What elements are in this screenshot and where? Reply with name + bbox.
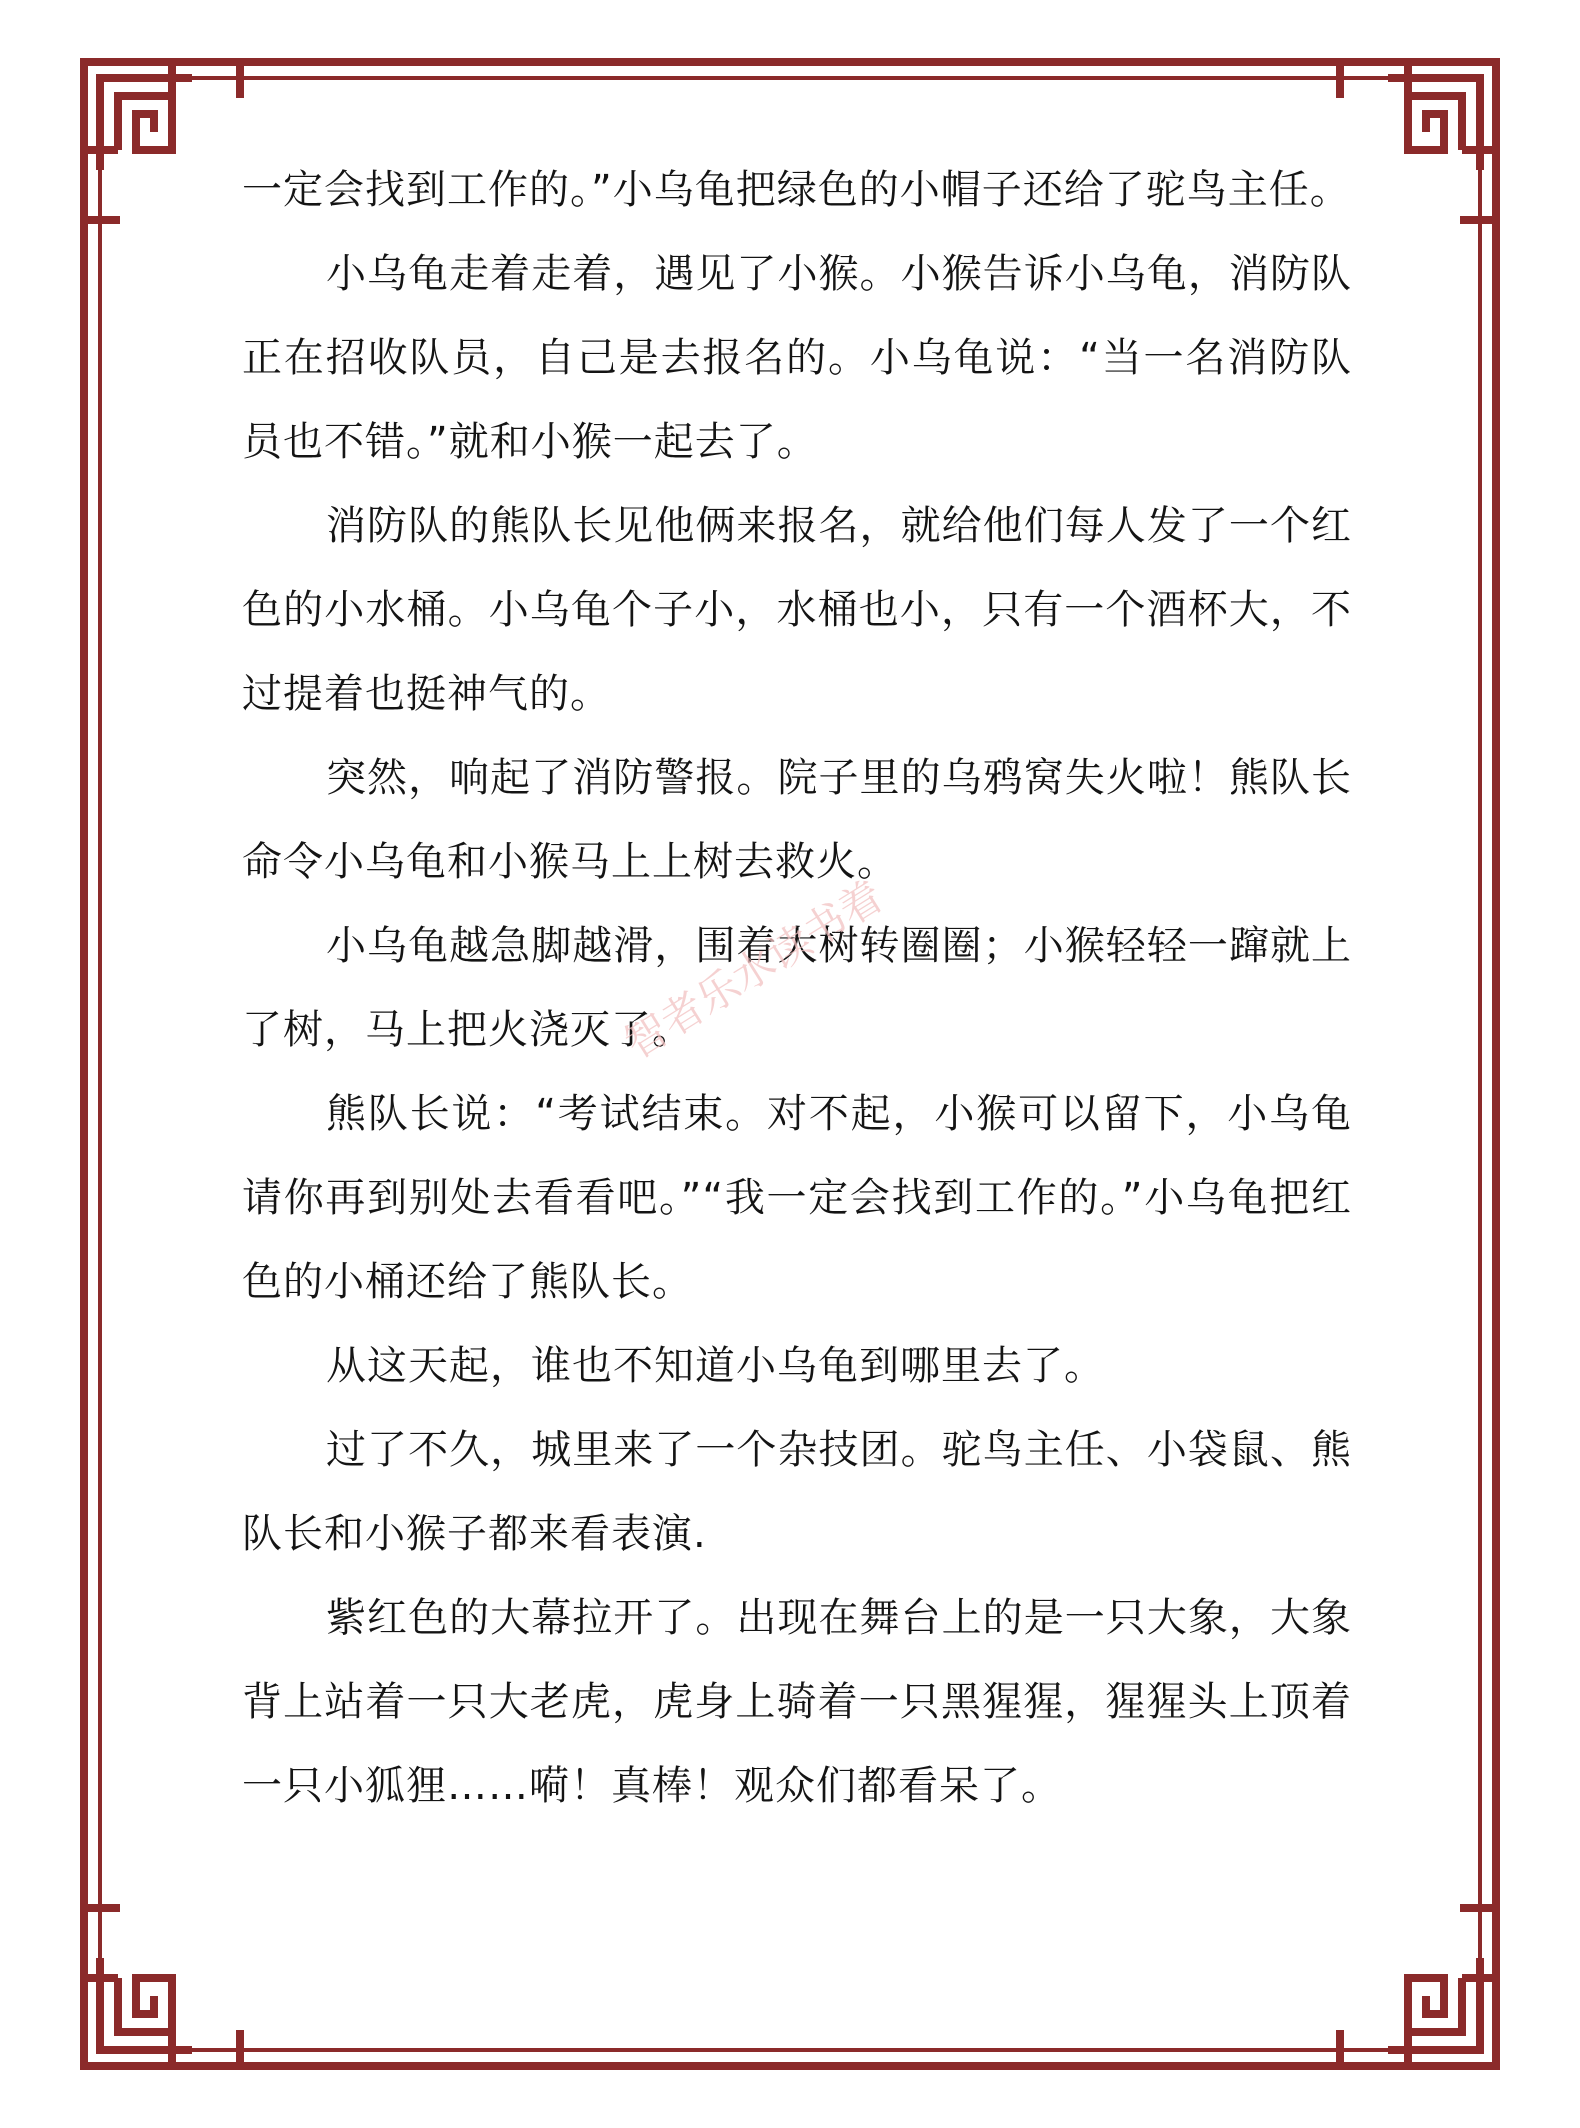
watermark-text: 智者乐水读书着 — [616, 870, 892, 1069]
corner-ornament-bottom-left — [84, 1908, 240, 2066]
story-paragraph-3: 消防队的熊队长见他俩来报名，就给他们每人发了一个红色的小水桶。小乌龟个子小，水桶也小，只有一个酒杯大，不过提着也挺神气的。 — [242, 503, 1352, 717]
story-paragraph-8: 过了不久，城里来了一个杂技团。驼鸟主任、小袋鼠、熊队长和小猴子都来看表演. — [242, 1427, 1352, 1557]
story-paragraph-2: 小乌龟走着走着，遇见了小猴。小猴告诉小乌龟，消防队正在招收队员，自己是去报名的。小乌龟说：“当一名消防队员也不错。”就和小猴一起去了。 — [242, 251, 1352, 465]
corner-ornament-top-right — [1340, 62, 1496, 220]
story-text-block — [242, 148, 1352, 1828]
corner-ornament-top-left — [84, 62, 240, 220]
story-paragraph-6: 熊队长说：“考试结束。对不起，小猴可以留下，小乌龟请你再到别处去看看吧。”“我一定会找到工作的。”小乌龟把红色的小桶还给了熊队长。 — [242, 1091, 1352, 1305]
corner-ornament-bottom-right — [1340, 1908, 1496, 2066]
story-paragraph-7: 从这天起，谁也不知道小乌龟到哪里去了。 — [326, 1343, 1105, 1389]
story-paragraph-5: 小乌龟越急脚越滑，围着大树转圈圈；小猴轻轻一蹿就上了树，马上把火浇灭了。 — [242, 923, 1352, 1053]
story-paragraph-9: 紫红色的大幕拉开了。出现在舞台上的是一只大象，大象背上站着一只大老虎，虎身上骑着一只黑猩猩，猩猩头上顶着一只小狐狸……嗬！真棒！观众们都看呆了。 — [242, 1595, 1352, 1809]
story-paragraph-4: 突然，响起了消防警报。院子里的乌鸦窝失火啦！熊队长命令小乌龟和小猴马上上树去救火。 — [242, 755, 1352, 885]
story-paragraph-1: 一定会找到工作的。”小乌龟把绿色的小帽子还给了驼鸟主任。 — [242, 167, 1351, 213]
